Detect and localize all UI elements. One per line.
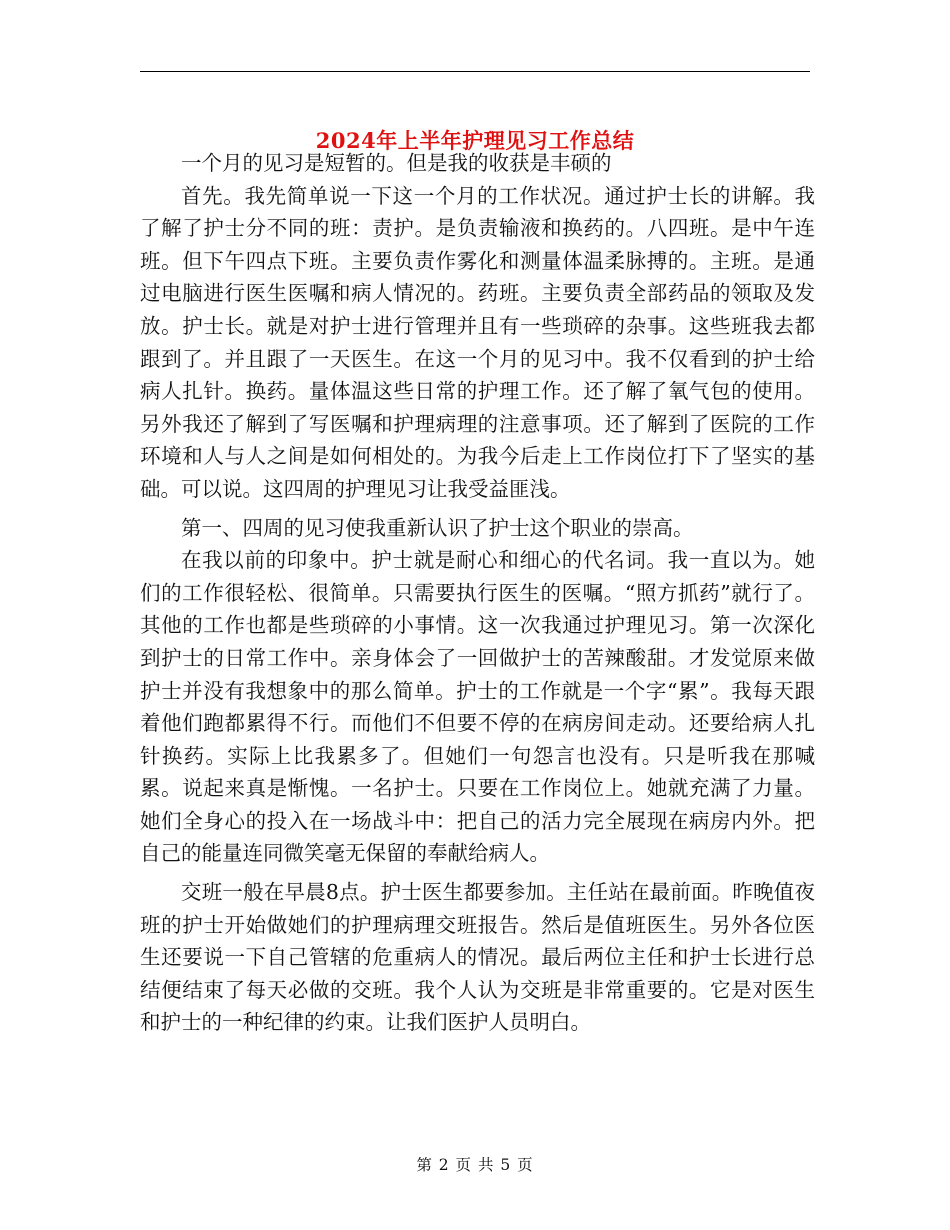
header-rule <box>140 71 810 72</box>
document-body <box>140 147 815 1039</box>
paragraph-3: 第一、四周的见习使我重新认识了护士这个职业的崇高。 <box>181 515 694 540</box>
paragraph-1: 一个月的见习是短暂的。但是我的收获是丰硕的 <box>181 151 612 175</box>
paragraph-2: 首先。我先简单说一下这一个月的工作状况。通过护士长的讲解。我了解了护士分不同的班：责护。是负责输液和换药的。八四班。是中午连班。但下午四点下班。主要负责作雾化和测量体温柔脉搏的。主班。是通过电脑进行医生医嘱和病人情况的。药班。主要负责全部药品的领取及发放。护士长。就是对护士进行管理并且有一些琐碎的杂事。这些班我去都跟到了。并且跟了一天医生。在这一个月的见习中。我不仅看到的护士给病人扎针。换药。量体温这些日常的护理工作。还了解了氧气包的使用。另外我还了解到了写医嘱和护理病理的注意事项。还了解到了医院的工作环境和人与人之间是如何相处的。为我今后走上工作岗位打下了坚实的基础。可以说。这四周的护理见习让我受益匪浅。 <box>140 183 815 501</box>
paragraph-5: 交班一般在早晨8点。护士医生都要参加。主任站在最前面。昨晚值夜班的护士开始做她们的护理病理交班报告。然后是值班医生。另外各位医生还要说一下自己管辖的危重病人的情况。最后两位主任和护士长进行总结便结束了每天必做的交班。我个人认为交班是非常重要的。它是对医生和护士的一种纪律的约束。让我们医护人员明白。 <box>140 880 815 1035</box>
paragraph-4: 在我以前的印象中。护士就是耐心和细心的代名词。我一直以为。她们的工作很轻松、很简单。只需要执行医生的医嘱。“照方抓药”就行了。其他的工作也都是些琐碎的小事情。这一次我通过护理见习。第一次深化到护士的日常工作中。亲身体会了一回做护士的苦辣酸甜。才发觉原来做护士并没有我想象中的那么简单。护士的工作就是一个字“累”。我每天跟着他们跑都累得不行。而他们不但要不停的在病房间走动。还要给病人扎针换药。实际上比我累多了。但她们一句怨言也没有。只是听我在那喊累。说起来真是惭愧。一名护士。只要在工作岗位上。她就充满了力量。她们全身心的投入在一场战斗中：把自己的活力完全展现在病房内外。把自己的能量连同微笑毫无保留的奉献给病人。 <box>140 548 815 866</box>
page-number-footer: 第 2 页 共 5 页 <box>416 1156 534 1174</box>
document-title: 2024年上半年护理见习工作总结 <box>315 128 635 154</box>
